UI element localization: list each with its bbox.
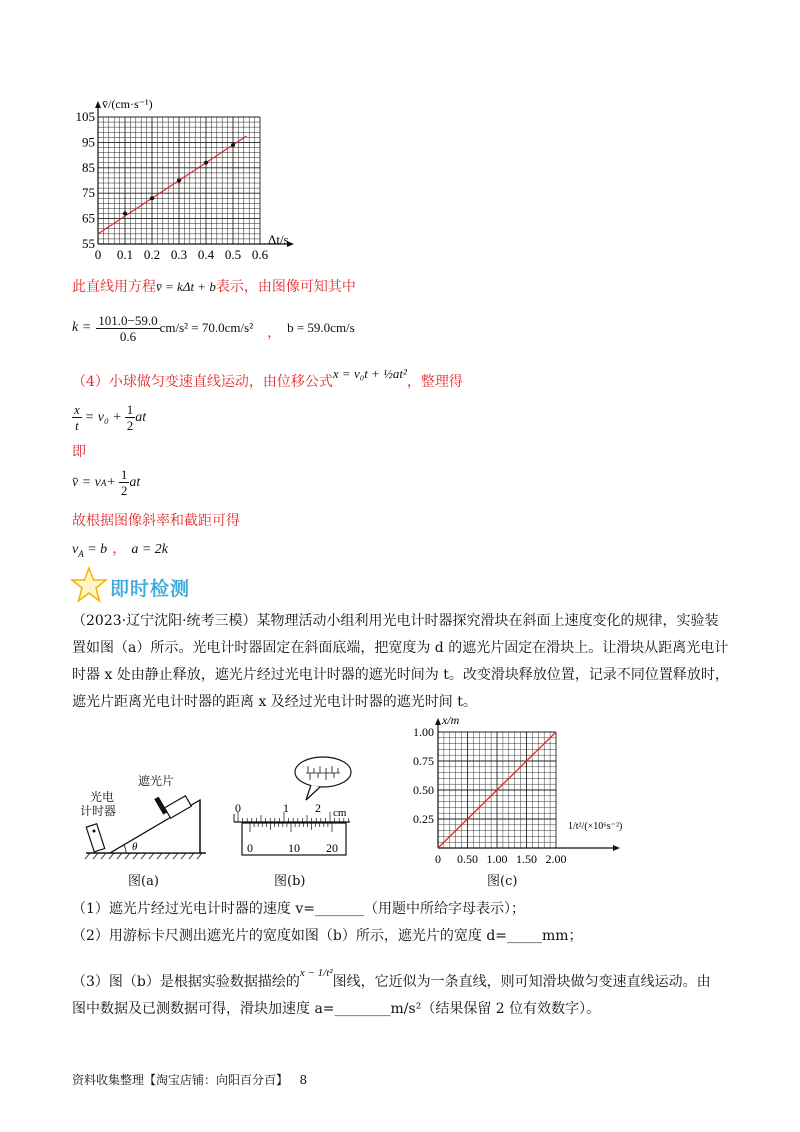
figure-a-shade-label: 遮光片 <box>138 774 175 788</box>
k-comma: ， <box>267 325 282 341</box>
graph1-data-point <box>204 161 208 165</box>
eq3-tail: at <box>129 474 141 490</box>
ji-text: 即 <box>72 444 86 460</box>
question-1: （1）遮光片经过光电计时器的速度 v=_______（用题中所给字母表示）； <box>72 901 525 917</box>
k-fraction <box>96 313 159 344</box>
final1-sub: A <box>78 549 84 560</box>
graph1-x-tick: 0 <box>94 247 102 262</box>
graph1-data-point <box>150 196 154 200</box>
figure-b-vernier-10: 10 <box>288 841 300 855</box>
question-3-line2: 图中数据及已测数据可得，滑块加速度 a=________m/s²（结果保留 2 位有效数字）。 <box>72 1001 601 1017</box>
graph1-data-point <box>123 212 127 216</box>
graph2-x-tick: 2.00 <box>545 852 567 866</box>
solution-line1 <box>72 277 356 297</box>
graph1-x-tick: 0.3 <box>170 247 188 262</box>
figure-a-angle: θ <box>132 841 138 853</box>
eq2-frac-den: 2 <box>126 418 134 433</box>
displacement-graph <box>400 714 660 874</box>
eq3-frac-num: 1 <box>120 467 128 482</box>
footer-text: 资料收集整理【淘宝店铺：向阳百分百】 <box>72 1073 289 1087</box>
footer <box>72 1071 307 1088</box>
eq3-lhs: v̄ = v <box>72 474 101 490</box>
graph1-x-label: Δt/s <box>268 232 289 247</box>
solution-line1-tail: 表示，由图像可知其中 <box>215 279 356 295</box>
figure-b-main-0: 0 <box>235 801 241 815</box>
graph2-x-tick: 0.50 <box>457 852 478 866</box>
graph1-y-tick: 75 <box>82 185 95 201</box>
final-equations <box>72 538 168 559</box>
figure-b-caption: 图(b) <box>274 874 306 889</box>
question-3-pre: （3）图（b）是根据实验数据描绘的 <box>72 974 300 990</box>
eq3-frac-den: 2 <box>120 483 128 498</box>
graph2-y-tick: 0.50 <box>413 783 434 797</box>
eq2-frac <box>125 402 136 433</box>
graph2-y-arrow <box>435 718 441 725</box>
graph1-data-point <box>177 179 181 183</box>
graph2-x-arrow <box>613 845 620 851</box>
eq2-rhs: = v₀ + <box>84 409 122 425</box>
timer-label-2: 计时器 <box>80 804 117 818</box>
graph2-y-label: x/m <box>442 714 460 727</box>
graph2-x-tick: 1.00 <box>486 852 508 866</box>
conclusion-text: 故根据图像斜率和截距可得 <box>72 513 240 529</box>
section-title: 即时检测 <box>110 578 191 600</box>
part4-line <box>72 366 463 392</box>
figure-b-unit: cm <box>333 807 347 819</box>
graph1-data-point <box>231 143 235 147</box>
figure-b-vernier-0: 0 <box>247 841 253 855</box>
graph2-y-tick: 0.75 <box>413 754 434 768</box>
eq3-sub: A <box>100 477 107 488</box>
graph1-x-tick: 0.2 <box>143 247 161 262</box>
problem-paragraph: （2023·辽宁沈阳·统考三模）某物理活动小组利用光电计时器探究滑块在斜面上速度变化的规律，实验装置如图（a）所示。光电计时器固定在斜面底端，把宽度为 d 的遮光片固定在滑块上。让滑块从距离光电计时器 x 处由静止释放，遮光片经过光电计时器的遮光时间为 t。改变滑块释放位置，记录不同位置释放时，遮光片距离光电计时器的距离 x 及经过光电计时器的遮光时间 t。 <box>72 613 729 710</box>
eq2-lhs-num: x <box>74 402 80 417</box>
graph2-y-tick: 0.25 <box>413 812 434 826</box>
graph2-ticks <box>413 725 567 866</box>
graph1-x-tick: 0.4 <box>197 247 215 262</box>
final2: a = 2k <box>131 542 169 557</box>
final1: v <box>72 542 79 557</box>
eq2-frac-num: 1 <box>126 402 134 417</box>
figure-b-main-2: 2 <box>315 801 321 815</box>
eq2-lhs <box>72 402 82 433</box>
solution-line1-equation: v̄ = kΔt + b <box>156 279 216 294</box>
b-equation: b = 59.0cm/s <box>287 320 355 335</box>
question-3-post: 图线，它近似为一条直线，则可知滑块做匀变速直线运动。由 <box>332 974 711 990</box>
final1-rhs: = b <box>83 542 108 557</box>
graph2-x-tick: 1.50 <box>516 852 537 866</box>
k-rhs: cm/s² = 70.0cm/s² <box>159 320 254 335</box>
part4-text: （4）小球做匀变速直线运动，由位移公式 <box>72 374 333 390</box>
k-denominator: 0.6 <box>119 328 137 344</box>
graph1-y-tick: 85 <box>82 159 95 175</box>
k-lhs: k = <box>72 320 92 335</box>
figure-b-main-1: 1 <box>283 801 289 815</box>
velocity-time-graph <box>60 92 310 267</box>
eq3-frac <box>119 467 130 498</box>
question-3-line1 <box>72 967 711 993</box>
question-3-equation: x − 1/t² <box>299 967 333 979</box>
timer-label-1: 光电 <box>90 790 115 804</box>
page-number: 8 <box>299 1073 308 1087</box>
figure-a-caption: 图(a) <box>128 874 159 889</box>
part4-tail: ，整理得 <box>406 374 463 390</box>
figure-b-vernier-20: 20 <box>326 841 338 855</box>
graph1-x-tick: 0.1 <box>116 247 134 262</box>
graph2-x-tick: 0 <box>435 852 441 866</box>
graph1-y-tick: 65 <box>82 210 95 226</box>
solution-line1-text: 此直线用方程 <box>72 279 156 295</box>
eq3-rhs: + <box>106 474 116 490</box>
graph2-x-label: 1/t²/(×10⁶s⁻²) <box>568 821 623 832</box>
star-icon <box>70 566 108 604</box>
graph1-x-tick: 0.6 <box>251 247 269 262</box>
eq3 <box>72 467 140 498</box>
k-equation <box>72 308 355 348</box>
graph1-y-tick: 95 <box>82 134 95 150</box>
figure-b-vernier <box>228 752 358 862</box>
figure-a-timer-label <box>80 790 116 818</box>
graph1-fit-line <box>98 136 247 234</box>
eq2 <box>72 402 146 433</box>
eq2-lhs-den: t <box>75 418 79 433</box>
part4-equation: x = v₀t + ½at² <box>332 366 407 381</box>
k-numerator: 101.0−59.0 <box>98 312 158 328</box>
graph1-x-tick: 0.5 <box>224 247 242 262</box>
final-comma: ， <box>112 541 127 557</box>
question-2: （2）用游标卡尺测出遮光片的宽度如图（b）所示，遮光片的宽度 d=_____mm； <box>72 928 583 944</box>
graph1-y-tick: 55 <box>82 236 95 251</box>
graph2-y-tick: 1.00 <box>413 725 434 739</box>
graph1-grid <box>95 101 294 247</box>
section-header <box>70 566 230 606</box>
figure-c-caption: 图(c) <box>487 874 518 889</box>
graph1-y-tick: 105 <box>75 109 95 124</box>
graph1-y-arrow <box>95 101 101 108</box>
graph1-y-label: v̄/(cm·s⁻¹) <box>102 97 153 111</box>
eq2-tail: at <box>135 409 147 425</box>
